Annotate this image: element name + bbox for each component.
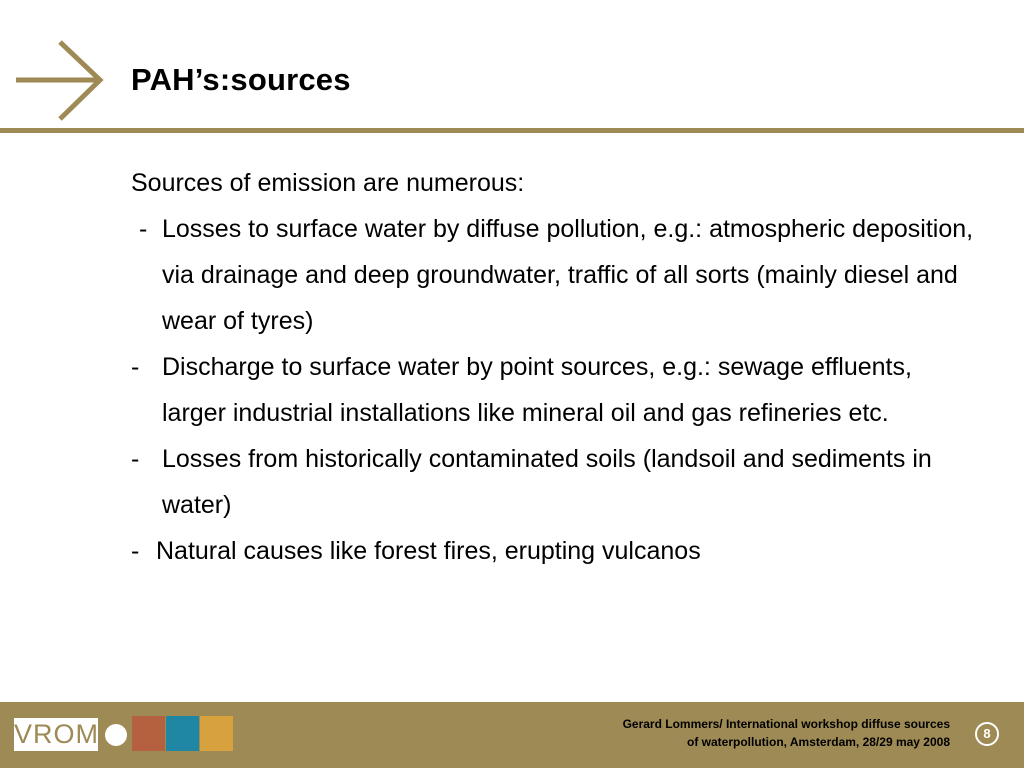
credit-line-2: of waterpollution, Amsterdam, 28/29 may 2008: [687, 735, 950, 749]
intro-text: Sources of emission are numerous:: [131, 169, 525, 197]
page-number: 8: [975, 722, 999, 746]
color-swatch-rust: [132, 716, 165, 751]
bullet-dash: -: [131, 445, 140, 473]
bullet-dash: -: [131, 537, 140, 565]
logo-dot: [105, 724, 127, 746]
slide-title: PAH’s:sources: [131, 62, 351, 97]
color-swatch-teal: [166, 716, 199, 751]
bullet-item: [131, 206, 981, 344]
footer-credit: [623, 715, 950, 751]
bullet-text: Losses from historically contaminated soils (landsoil and sediments in water): [162, 445, 932, 519]
arrow-right-icon: [14, 40, 106, 122]
footer-bar: [0, 702, 1024, 768]
slide-body: [131, 160, 981, 574]
title-divider: [0, 128, 1024, 133]
bullet-item: [131, 528, 981, 574]
bullet-dash: -: [131, 353, 140, 381]
bullet-dash: -: [139, 215, 148, 243]
bullet-text: Natural causes like forest fires, erupting vulcanos: [156, 537, 701, 565]
bullet-item: [131, 344, 981, 436]
bullet-item: [131, 436, 981, 528]
color-swatch-gold: [200, 716, 233, 751]
credit-line-1: Gerard Lommers/ International workshop diffuse sources: [622, 717, 950, 731]
bullet-text: Losses to surface water by diffuse pollution, e.g.: atmospheric deposition, via drainage and deep groundwater, traffic of all sorts (mainly diesel and wear of tyres): [162, 215, 974, 335]
vrom-logo: VROM: [14, 719, 99, 749]
bullet-text: Discharge to surface water by point sources, e.g.: sewage effluents, larger industrial installations like mineral oil and gas refineries etc.: [162, 353, 912, 427]
